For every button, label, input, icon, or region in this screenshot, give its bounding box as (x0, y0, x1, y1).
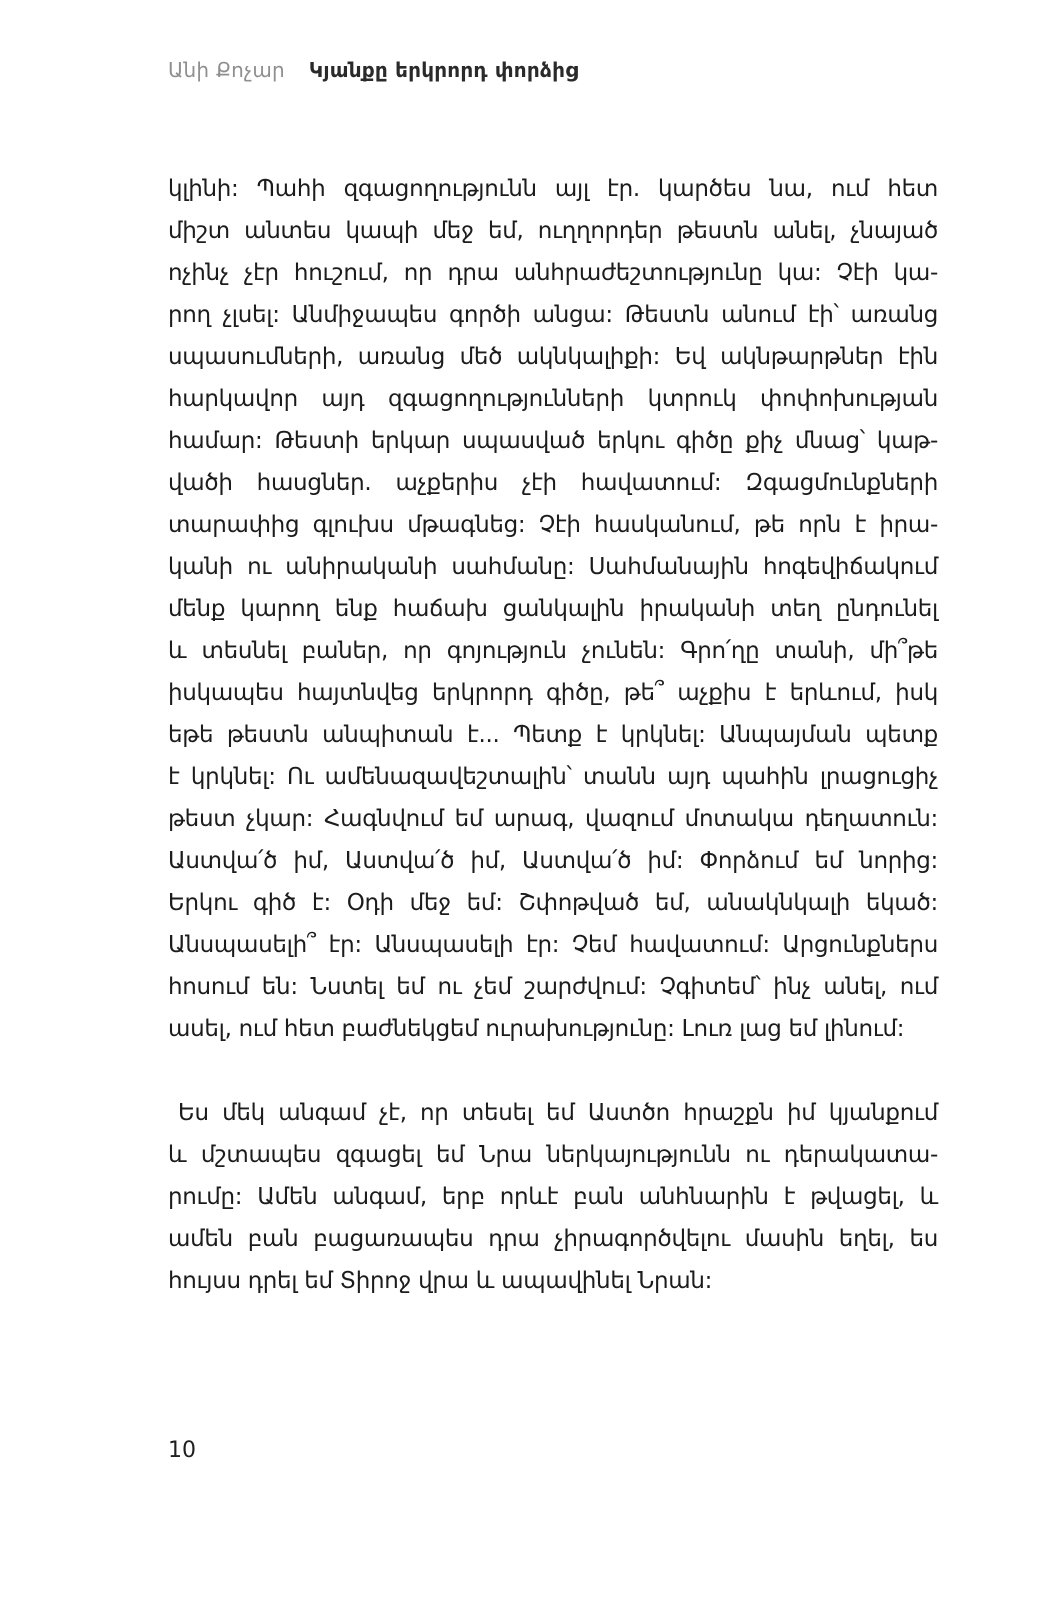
text-line: թեստ չկար: Հագնվում եմ արագ, վազում մոտակա դեղատուն: (168, 806, 938, 832)
text-line: րող չլսել: Անմիջապես գործի անցա: Թեստն անում էի՝ առանց (168, 302, 938, 328)
text-line: ամեն բան բացառապես դրա չիրագործվելու մասին եղել, ես (168, 1226, 938, 1252)
body-text (168, 168, 938, 1302)
text-line: է կրկնել: Ու ամենազավեշտալին՝ տանն այդ պահին լրացուցիչ (168, 764, 938, 790)
text-line: րումը: Ամեն անգամ, երբ որևէ բան անհնարին է թվացել, և (168, 1184, 938, 1210)
text-line: Երկու գիծ է: Օդի մեջ եմ: Շփոթված եմ, անակնկալի եկած: (168, 890, 938, 916)
text-line: Աստվա՛ծ իմ, Աստվա՛ծ իմ, Աստվա՛ծ իմ: Փորձում եմ նորից: (168, 848, 938, 874)
page-number: 10 (168, 1438, 196, 1463)
text-line: տարափից գլուխս մթագնեց: Չէի հասկանում, թե որն է իրա- (168, 512, 938, 538)
book-title: Կյանքը երկրորդ փորձից (308, 58, 579, 82)
text-line: վածի հասցներ. աչքերիս չէի հավատում: Զգացմունքների (168, 470, 938, 496)
text-line: ոչինչ չէր հուշում, որ դրա անհրաժեշտությունը կա: Չէի կա- (168, 260, 938, 286)
text-line: կլինի: Պահի զգացողությունն այլ էր. կարծես նա, ում հետ (168, 176, 938, 202)
text-line: եթե թեստն անպիտան է... Պետք է կրկնել: Անպայման պետք (168, 722, 938, 748)
text-line: հոսում են: Նստել եմ ու չեմ շարժվում: Չգիտեմ՝ ինչ անել, ում (168, 974, 938, 1000)
text-line: իսկապես հայտնվեց երկրորդ գիծը, թե՞ աչքիս է երևում, իսկ (168, 680, 938, 706)
text-line: ասել, ում հետ բաժնեկցեմ ուրախությունը: Լուռ լաց եմ լինում: (168, 1016, 905, 1042)
running-header (168, 58, 938, 82)
paragraph (168, 1092, 938, 1302)
text-line: համար: Թեստի երկար սպասված երկու գիծը քիչ մնաց՝ կաթ- (168, 428, 938, 454)
author-name: Անի Քոչար (168, 58, 285, 82)
text-line: մենք կարող ենք հաճախ ցանկալին իրականի տեղ ընդունել (168, 596, 938, 622)
text-line: սպասումների, առանց մեծ ակնկալիքի: Եվ ակնթարթներ էին (168, 344, 938, 370)
text-line: կանի ու անիրականի սահմանը: Սահմանային հոգեվիճակում (168, 554, 938, 580)
text-line: Ես մեկ անգամ չէ, որ տեսել եմ Աստծո հրաշքն իմ կյանքում (178, 1100, 938, 1126)
text-line: Անսպասելի՞ էր: Անսպասելի էր: Չեմ հավատում: Արցունքներս (168, 932, 938, 958)
text-line: միշտ անտես կապի մեջ եմ, ուղղորդեր թեստն անել, չնայած (168, 218, 938, 244)
text-line: և մշտապես զգացել եմ Նրա ներկայությունն ու դերակատա- (168, 1142, 938, 1168)
text-line: և տեսնել բաներ, որ գոյություն չունեն: Գրո՛ղը տանի, մի՞թե (168, 638, 938, 664)
text-line: հույսս դրել եմ Տիրոջ վրա և ապավինել Նրան: (168, 1268, 713, 1294)
text-line: հարկավոր այդ զգացողությունների կտրուկ փոփոխության (168, 386, 938, 412)
paragraph (168, 168, 938, 1050)
